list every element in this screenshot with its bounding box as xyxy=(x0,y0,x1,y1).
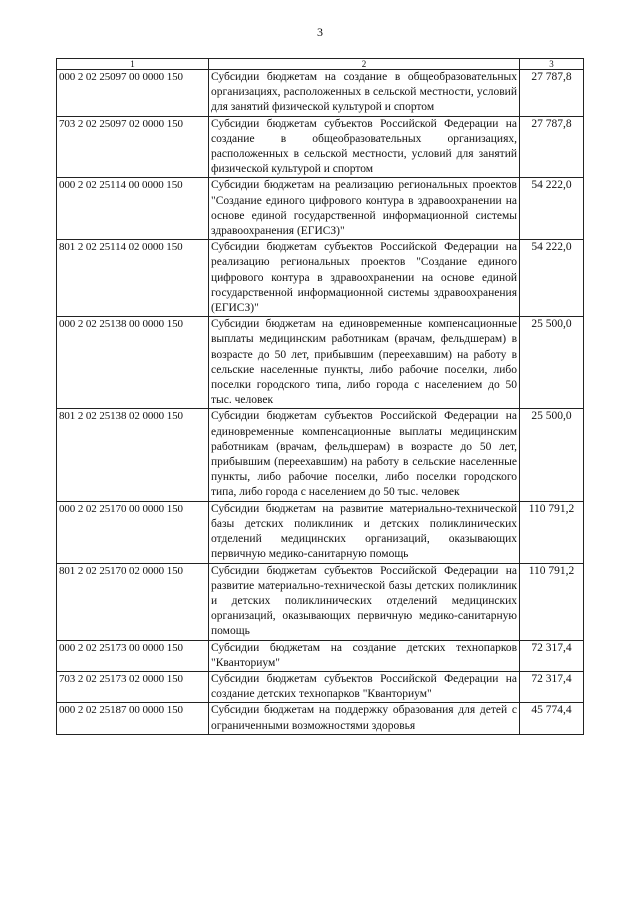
description-cell: Субсидии бюджетам на поддержку образования для детей с ограниченными возможностями здоровья xyxy=(209,703,520,734)
amount-cell: 27 787,8 xyxy=(520,70,584,117)
table-row xyxy=(57,501,584,563)
classification-code-cell: 801 2 02 25170 02 0000 150 xyxy=(57,563,209,640)
table-row xyxy=(57,178,584,240)
description-cell: Субсидии бюджетам субъектов Российской Федерации на создание в общеобразовательных организациях, расположенных в сельской местности, условий для занятий физической культурой и спортом xyxy=(209,116,520,178)
table-row xyxy=(57,563,584,640)
classification-code-cell: 000 2 02 25138 00 0000 150 xyxy=(57,317,209,409)
table-row xyxy=(57,317,584,409)
description-cell: Субсидии бюджетам субъектов Российской Федерации на развитие материально-технической базы детских поликлиник и детских поликлинических отделений медицинских организаций, оказывающих первичную медико-санитарную помощь xyxy=(209,563,520,640)
classification-code-cell: 000 2 02 25187 00 0000 150 xyxy=(57,703,209,734)
description-cell: Субсидии бюджетам на единовременные компенсационные выплаты медицинским работникам (врачам, фельдшерам) в возрасте до 50 лет, прибывшим (переехавшим) на работу в сельские населенные пункты, либо рабочие поселки, либо поселки городского типа, либо города с населением до 50 тыс. человек xyxy=(209,317,520,409)
amount-cell: 54 222,0 xyxy=(520,178,584,240)
column-header-row xyxy=(57,59,584,70)
amount-cell: 72 317,4 xyxy=(520,671,584,702)
table-row xyxy=(57,640,584,671)
table-row xyxy=(57,409,584,501)
amount-cell: 72 317,4 xyxy=(520,640,584,671)
description-cell: Субсидии бюджетам субъектов Российской Федерации на единовременные компенсационные выплаты медицинским работникам (врачам, фельдшерам) в возрасте до 50 лет, прибывшим (переехавшим) на работу в сельские населенные пункты, либо рабочие поселки, либо поселки городского типа, либо города с населением до 50 тыс. человек xyxy=(209,409,520,501)
amount-cell: 25 500,0 xyxy=(520,409,584,501)
classification-code-cell: 000 2 02 25173 00 0000 150 xyxy=(57,640,209,671)
classification-code-cell: 000 2 02 25170 00 0000 150 xyxy=(57,501,209,563)
table-row xyxy=(57,116,584,178)
column-header-description: 2 xyxy=(209,59,520,70)
classification-code-cell: 801 2 02 25138 02 0000 150 xyxy=(57,409,209,501)
table-row xyxy=(57,671,584,702)
table-row xyxy=(57,240,584,317)
classification-code-cell: 801 2 02 25114 02 0000 150 xyxy=(57,240,209,317)
description-cell: Субсидии бюджетам субъектов Российской Федерации на реализацию региональных проектов "Создание единого цифрового контура в здравоохранении на основе единой государственной информационной системы здравоохранения (ЕГИСЗ)" xyxy=(209,240,520,317)
classification-code-cell: 000 2 02 25114 00 0000 150 xyxy=(57,178,209,240)
description-cell: Субсидии бюджетам на создание в общеобразовательных организациях, расположенных в сельской местности, условий для занятий физической культурой и спортом xyxy=(209,70,520,117)
column-header-amount: 3 xyxy=(520,59,584,70)
table-row xyxy=(57,70,584,117)
classification-code-cell: 000 2 02 25097 00 0000 150 xyxy=(57,70,209,117)
table-row xyxy=(57,703,584,734)
classification-code-cell: 703 2 02 25173 02 0000 150 xyxy=(57,671,209,702)
amount-cell: 54 222,0 xyxy=(520,240,584,317)
amount-cell: 110 791,2 xyxy=(520,501,584,563)
amount-cell: 27 787,8 xyxy=(520,116,584,178)
classification-code-cell: 703 2 02 25097 02 0000 150 xyxy=(57,116,209,178)
page-number: 3 xyxy=(317,25,323,39)
description-cell: Субсидии бюджетам на развитие материально-технической базы детских поликлиник и детских поликлинических отделений медицинских организаций, оказывающих первичную медико-санитарную помощь xyxy=(209,501,520,563)
description-cell: Субсидии бюджетам субъектов Российской Федерации на создание детских технопарков "Кванториум" xyxy=(209,671,520,702)
column-header-code: 1 xyxy=(57,59,209,70)
amount-cell: 110 791,2 xyxy=(520,563,584,640)
amount-cell: 45 774,4 xyxy=(520,703,584,734)
budget-revenue-table xyxy=(56,58,584,735)
amount-cell: 25 500,0 xyxy=(520,317,584,409)
table-body xyxy=(57,70,584,735)
description-cell: Субсидии бюджетам на реализацию региональных проектов "Создание единого цифрового контура в здравоохранении на основе единой государственной информационной системы здравоохранения (ЕГИСЗ)" xyxy=(209,178,520,240)
description-cell: Субсидии бюджетам на создание детских технопарков "Кванториум" xyxy=(209,640,520,671)
